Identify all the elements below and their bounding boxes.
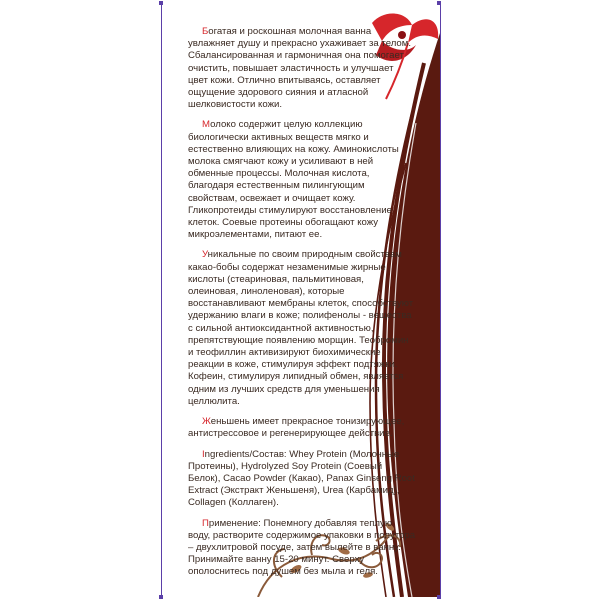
paragraph-body: рименение: Понемногу добавляя теплую воду, растворите содержимое упаковки в полутора – двухлитровой посуде, затем вылейте в ванну. Принимайте ванну 15-20 минут. Сверху ополоснитесь под душем без мыла и геля. (188, 517, 416, 578)
paragraph-ginseng (188, 416, 416, 440)
drop-initial: У (202, 249, 208, 261)
product-leaflet-panel (161, 3, 441, 597)
crop-mark-bottom-right (437, 595, 441, 599)
drop-initial: I (202, 448, 205, 460)
paragraph-body: огатая и роскошная молочная ванна увлажняет душу и прекрасно ухаживает за телом. Сбалансированная и гармоничная она помогает очистить, повышает эластичность и улучшает цвет кожи. Отлично впитываясь, оставляет ощущение здорового сияния и атласной шелковистости кожи. (188, 26, 412, 111)
crop-mark-bottom-left (159, 595, 163, 599)
drop-initial: Б (202, 26, 209, 37)
drop-initial: П (202, 517, 209, 529)
paragraph-cocoa (188, 249, 416, 408)
crop-mark-top-right (437, 1, 441, 5)
drop-initial: М (202, 119, 211, 131)
paragraph-body: олоко содержит целую коллекцию биологически активных веществ мягко и естественно влияющих на кожу. Аминокислоты молока смягчают кожу и усиливают в ней обменные процессы. Молочная кислота, благодаря естественным пилингующим свойствам, освежает и очищает кожу. Гликопротеиды стимулируют восстановление клеток. Соевые протеины обогащают кожу микроэлементами, питают ее. (188, 119, 399, 241)
crop-mark-top-left (159, 1, 163, 5)
paragraph-ingredients (188, 449, 416, 510)
paragraph-usage (188, 518, 416, 579)
paragraph-body: никальные по своим природным свойствам какао-бобы содержат незаменимые жирные кислоты (стеариновая, пальмитиновая, олеиновая, линоленовая), которые восстанавливают мембраны клеток, способствуют удержанию влаги в коже; полифенолы - вещества с сильной антиоксидантной активностью, препятствующие появлению морщин. Теобромин и теофиллин активизируют биохимические реакции в коже, стимулируя эффект подтяжки. Кофеин, стимулируя липидный обмен, является одним из лучших средств для уменьшения целлюлита. (188, 249, 414, 407)
leaflet-text (188, 26, 416, 587)
paragraph-body: ngredients/Состав: Whey Protein (Молочные Протеины), Hydrolyzed Soy Protein (Соевый Белок), Cacao Powder (Какао), Panax Ginseng Root Extract (Экстракт Женьшеня), Urea (Карбамид), Collagen (Коллаген). (188, 448, 415, 509)
paragraph-milk (188, 119, 416, 241)
paragraph-body: еньшень имеет прекрасное тонизирующее, антистрессовое и регенерирующее действие. (188, 416, 405, 440)
paragraph-milk-bath (188, 26, 416, 111)
drop-initial: Ж (202, 416, 211, 428)
